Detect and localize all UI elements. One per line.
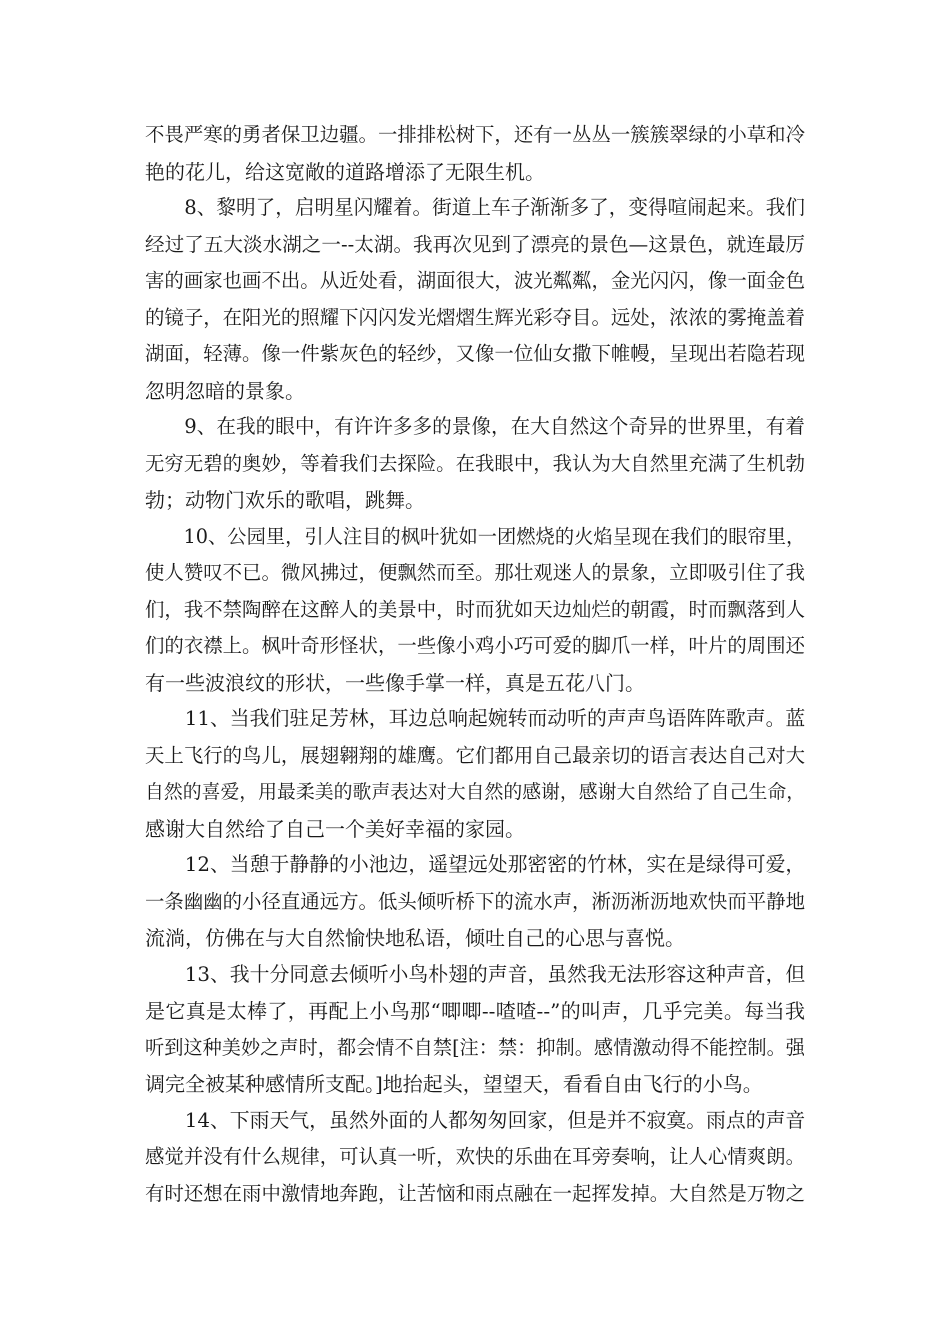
paragraph-line: 感谢大自然给了自己一个美好幸福的家园。 xyxy=(145,816,525,841)
paragraph-line: 12、当憩于静静的小池边，遥望远处那密密的竹林，实在是绿得可爱， xyxy=(184,853,806,876)
paragraph-line: 害的画家也画不出。从近处看，湖面很大，波光粼粼，金光闪闪，像一面金色 xyxy=(145,269,805,292)
paragraph-line: 天上飞行的鸟儿，展翅翱翔的雄鹰。它们都用自己最亲切的语言表达自己对大 xyxy=(145,743,805,767)
paragraph-line: 听到这种美妙之声时，都会情不自禁[注：禁：抑制。感情激动得不能控制。强 xyxy=(145,1035,805,1059)
paragraph-line: 一条幽幽的小径直通远方。低头倾听桥下的流水声，淅沥淅沥地欢快而平静地 xyxy=(145,889,805,913)
paragraph-line: 无穷无碧的奥妙，等着我们去探险。在我眼中，我认为大自然里充满了生机勃 xyxy=(145,451,805,475)
paragraph-line: 们的衣襟上。枫叶奇形怪状，一些像小鸡小巧可爱的脚爪一样，叶片的周围还 xyxy=(145,634,805,657)
paragraph-line: 忽明忽暗的景象。 xyxy=(145,378,305,403)
document-body xyxy=(145,117,805,1212)
paragraph-line: 有时还想在雨中激情地奔跑，让苦恼和雨点融在一起挥发掉。大自然是万物之 xyxy=(145,1181,805,1205)
paragraph-line: 14、下雨天气，虽然外面的人都匆匆回家，但是并不寂寞。雨点的声音 xyxy=(184,1108,806,1132)
paragraph-line: 调完全被某种感情所支配。]地抬起头，望望天，看看自由飞行的小鸟。 xyxy=(145,1072,763,1096)
paragraph-line: 不畏严寒的勇者保卫边疆。一排排松树下，还有一丛丛一簇簇翠绿的小草和冷 xyxy=(145,123,805,146)
paragraph-line: 自然的喜爱，用最柔美的歌声表达对大自然的感谢，感谢大自然给了自己生命， xyxy=(145,781,806,803)
paragraph-line: 9、在我的眼中，有许许多多的景像，在大自然这个奇异的世界里，有着 xyxy=(184,415,805,438)
paragraph xyxy=(145,957,805,1103)
paragraph-line: 10、公园里，引人注目的枫叶犹如一团燃烧的火焰呈现在我们的眼帘里， xyxy=(183,524,806,548)
paragraph-line: 有一些波浪纹的形状，一些像手掌一样，真是五花八门。 xyxy=(145,670,645,695)
paragraph-line: 感觉并没有什么规律，可认真一听，欢快的乐曲在耳旁奏响，让人心情爽朗。 xyxy=(145,1145,805,1168)
paragraph-line: 11、当我们驻足芳林，耳边总响起婉转而动听的声声鸟语阵阵歌声。蓝 xyxy=(184,707,806,730)
paragraph-line: 是它真是太棒了，再配上小鸟那“唧唧--喳喳--”的叫声，几乎完美。每当我 xyxy=(145,999,805,1023)
paragraph-line: 13、我十分同意去倾听小鸟朴翅的声音，虽然我无法形容这种声音，但 xyxy=(184,962,806,986)
paragraph-line: 湖面，轻薄。像一件紫灰色的轻纱，又像一位仙女撒下帷幔，呈现出若隐若现 xyxy=(145,342,805,365)
paragraph-line: 8、黎明了，启明星闪耀着。街道上车子渐渐多了，变得喧闹起来。我们 xyxy=(184,196,805,219)
paragraph xyxy=(145,701,805,847)
paragraph xyxy=(145,1103,805,1213)
paragraph-line: 的镜子，在阳光的照耀下闪闪发光熠熠生辉光彩夺目。远处，浓浓的雾掩盖着 xyxy=(145,305,805,329)
paragraph xyxy=(145,190,805,409)
paragraph-line: 们，我不禁陶醉在这醉人的美景中，时而犹如天边灿烂的朝霞，时而飘落到人 xyxy=(145,597,805,621)
paragraph-line: 使人赞叹不已。微风拂过，便飘然而至。那壮观迷人的景象，立即吸引住了我 xyxy=(145,561,805,584)
paragraph xyxy=(145,519,805,702)
paragraph-line: 流淌，仿佛在与大自然愉快地私语，倾吐自己的心思与喜悦。 xyxy=(145,926,685,950)
paragraph xyxy=(145,847,805,957)
paragraph xyxy=(145,409,805,519)
paragraph-line: 经过了五大淡水湖之一--太湖。我再次见到了漂亮的景色—这景色，就连最厉 xyxy=(145,232,805,256)
paragraph-line: 艳的花儿，给这宽敞的道路增添了无限生机。 xyxy=(145,159,545,184)
paragraph xyxy=(145,117,805,190)
paragraph-line: 勃；动物门欢乐的歌唱，跳舞。 xyxy=(145,488,425,512)
